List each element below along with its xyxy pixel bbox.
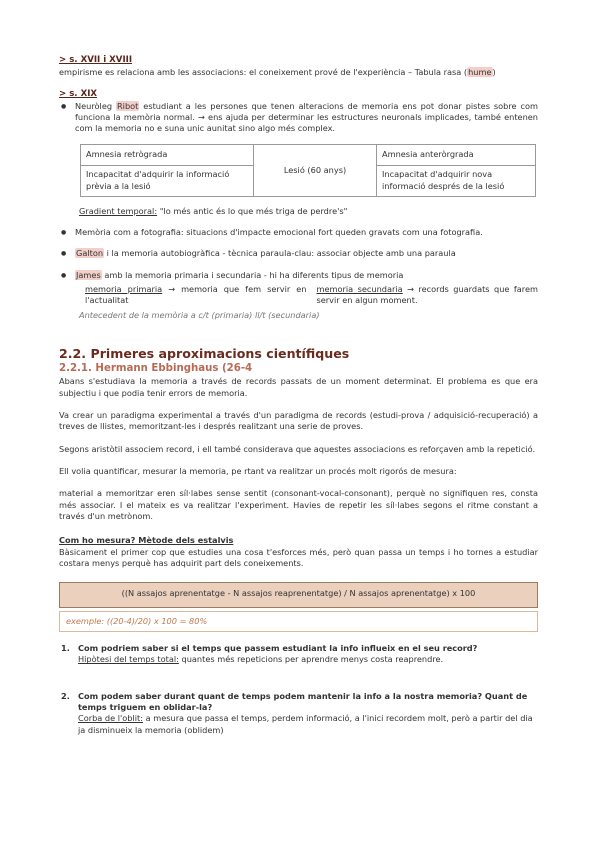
antecedent-note: Antecedent de la memòria a c/t (primaria) ll/t (secundaria) [79,309,320,320]
formula-box: ((N assajos aprenentatge - N assajos reaprenentatge) / N assajos aprenentatge) x 100 [59,582,538,608]
question-text: Com podriem saber si el temps que passem estudiant la info influeix en el seu record? [78,643,478,653]
amnesia-table [80,144,536,197]
lesion-cell: Lesió (60 anys) [254,144,377,196]
gradient-label: Gradient temporal: [79,205,158,216]
paragraph-2: Va crear un paradigma experimental a través d'un paradigma de records (estudi-prova / adquisició-recuperació) a treves de llistes, memoritzant-les i després realitzant una serie de proves. [59,410,538,432]
gradient-temporal [79,206,538,217]
paragraph-4: Ell volia quantificar, mesurar la memoria, pe rtant va realitzar un procés molt rigorós de mesura: [59,466,457,477]
question-number: 2. [61,690,70,701]
answer-text: quantes més repeticions per aprendre menys costa reaprendre. [178,654,444,665]
s19-bullets [59,101,538,135]
s17-text-before: empirisme es relaciona amb les associacions: el coneixement prové de l'experiència – Tabula rasa ( [59,66,468,77]
paragraph-3: Segons aristòtil associem record, i ell també considerava que aquestes associacions es reforçaven amb la repetició. [59,443,536,454]
memoria-secundaria [317,284,539,307]
secundaria-label: memoria secundaria [316,284,403,295]
s19-heading: > s. XIX [59,89,98,99]
retro-title-cell: Amnesia retrògrada [81,144,254,165]
s17-heading: > s. XVII i XVIII [59,55,133,65]
s17-text [59,67,538,78]
primaria-label: memoria primaria [85,284,163,295]
answer-text: a mesura que passa el temps, perdem informació, a l'inici recordem molt, però a partir del dia ja disminueix la memoria (oblidem) [78,713,533,735]
answer-label: Hipòtesi del temps total: [78,654,179,665]
retro-desc-cell: Incapacitat d'adquirir la informació prèvia a la lesió [81,165,254,196]
james-highlight: James [76,269,101,280]
memory-types [85,284,538,307]
section-s17 [59,55,538,78]
questions-list [59,643,538,736]
section-title: 2.2. Primeres aproximacions científiques [59,346,350,361]
answer-label: Corba de l'oblit: [78,713,143,724]
question-text: Com podem saber durant quant de temps podem mantenir la info a la nostra memoria? Quant de temps triguem en oblidar-la? [78,690,528,712]
ribot-text: estudiant a les persones que tenen alteracions de memoria ens pot donar pistes sobre com funciona la memòria normal. → ens ajuda per determinar les estructures neuronals implicades, també entenen com la memoria no e suna unic aunitat sino algo més complex. [75,100,538,134]
paragraph-1: Abans s'estudiava la memoria a través de records passats de un moment determinat. El problema es que era subjectiu i que podia tenir errors de memoria. [59,376,538,398]
james-text: amb la memoria primaria i secundaria - hi ha diferents tipus de memoria [101,269,404,280]
section-s19 [59,89,538,321]
s17-text-after: ) [492,66,496,77]
list-item-james [59,270,538,281]
paragraph-5: material a memoritzar eren síl·labes sense sentit (consonant-vocal-consonant), perquè no signifiquen res, consta més associar. I el mateix es va realitzar l'experiment. Havies de repetir les síl·labes segons el ritme constant a través d'un metrònom. [59,488,538,521]
question-item-2 [59,691,538,736]
method-text: Bàsicament el primer cop que estudies una cosa t'esforces més, però quan passa un temps i ho tornes a estudiar costara menys perquè has adquirit part dels coneixements. [59,546,538,568]
example-box: exemple: ((20-4)/20) x 100 = 80% [59,611,538,632]
method-heading: Com ho mesura? Mètode dels estalvis [59,535,234,546]
ribot-highlight: Ribot [116,100,139,111]
gradient-text: "lo més antic és lo que més triga de perdre's" [157,205,348,216]
antero-desc-cell: Incapacitat d'adquirir nova informació després de la lesió [377,165,536,196]
list-item-ribot [59,101,538,135]
ribot-pre: Neuròleg [75,100,116,111]
question-number: 1. [61,643,70,653]
list-item-fotografia: ● Memòria com a fotografia: situacions d'impacte emocional fort queden gravats com una fotografia. [59,227,538,238]
primaria-text: → memoria que fem servir en l'actualitat [85,284,307,306]
list-item-galton [59,248,538,259]
antero-title-cell: Amnesia anteròrgrada [377,144,536,165]
hume-highlight: hume [468,66,492,77]
section-subtitle: 2.2.1. Hermann Ebbinghaus (26-4 [59,363,253,375]
secundaria-text: → records guardats que farem servir en algun moment. [316,284,538,306]
question-item-1 [59,643,538,666]
galton-text: i la memoria autobiogràfica - tècnica paraula-clau: associar objecte amb una paraula [104,248,456,259]
s19-bullets-2 [59,227,538,281]
memoria-primaria [85,284,307,307]
section-2-2 [59,345,538,569]
galton-highlight: Galton [76,248,104,259]
